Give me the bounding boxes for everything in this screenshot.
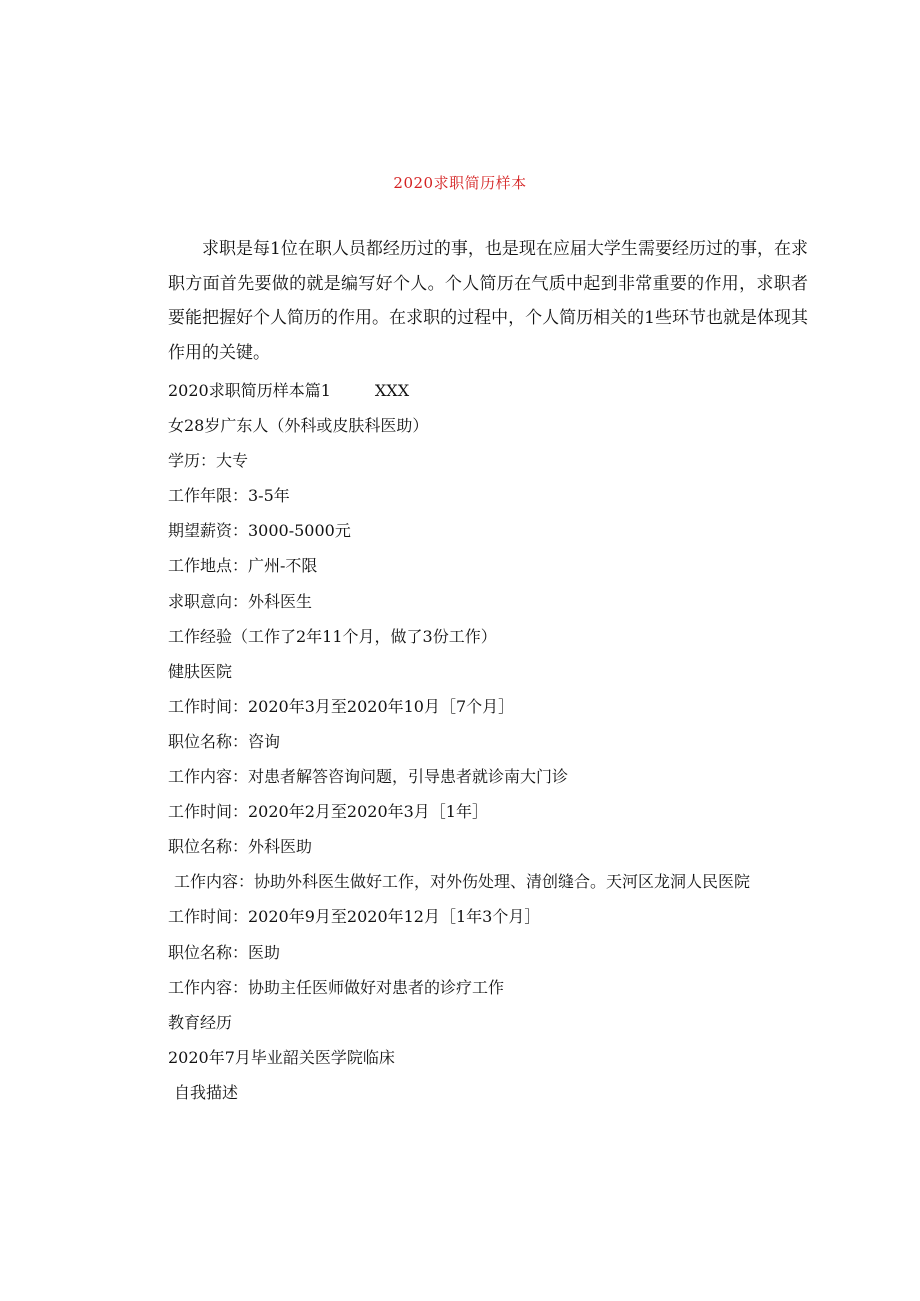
education-heading: 教育经历 [168, 1012, 233, 1032]
resume-years: 工作年限：3-5年 [168, 486, 290, 506]
resume-location: 工作地点：广州-不限 [168, 556, 318, 576]
document-title: 2020求职简历样本 [393, 174, 527, 192]
job1-time: 工作时间：2020年3月至2020年10月［7个月］ [168, 696, 515, 716]
employer-1: 健肤医院 [168, 661, 233, 681]
resume-name: XXX [374, 381, 410, 400]
education-entry: 2020年7月毕业韶关医学院临床 [168, 1047, 395, 1067]
resume-education-level: 学历：大专 [168, 451, 249, 471]
experience-heading: 工作经验（工作了2年11个月，做了3份工作） [168, 626, 497, 646]
intro-paragraph: 求职是每1位在职人员都经历过的事，也是现在应届大学生需要经历过的事，在求职方面首先要做的就是编写好个人。个人简历在气质中起到非常重要的作用，求职者要能把握好个人简历的作用。在求职的过程中，个人简历相关的1些环节也就是体现其作用的关键。 [168, 239, 808, 363]
resume-intention: 求职意向：外科医生 [168, 591, 313, 611]
resume-heading-line [168, 377, 808, 412]
job2-title: 职位名称：外科医助 [168, 837, 313, 857]
job3-content: 工作内容：协助主任医师做好对患者的诊疗工作 [168, 977, 505, 997]
job3-title: 职位名称：医助 [168, 942, 281, 962]
job3-time: 工作时间：2020年9月至2020年12月［1年3个月］ [168, 907, 541, 927]
self-description-heading: 自我描述 [174, 1082, 239, 1102]
job1-title: 职位名称：咨询 [168, 731, 281, 751]
resume-lines [168, 377, 808, 1114]
job2-content: 工作内容：协助外科医生做好工作，对外伤处理、清创缝合。天河区龙洞人民医院 [174, 872, 751, 892]
job1-content: 工作内容：对患者解答咨询问题，引导患者就诊南大门诊 [168, 767, 569, 787]
resume-profile: 女28岁广东人（外科或皮肤科医助） [168, 416, 429, 436]
job2-time: 工作时间：2020年2月至2020年3月［1年］ [168, 802, 488, 822]
resume-heading: 2020求职简历样本篇1 [168, 381, 331, 400]
resume-salary: 期望薪资：3000-5000元 [168, 521, 351, 541]
